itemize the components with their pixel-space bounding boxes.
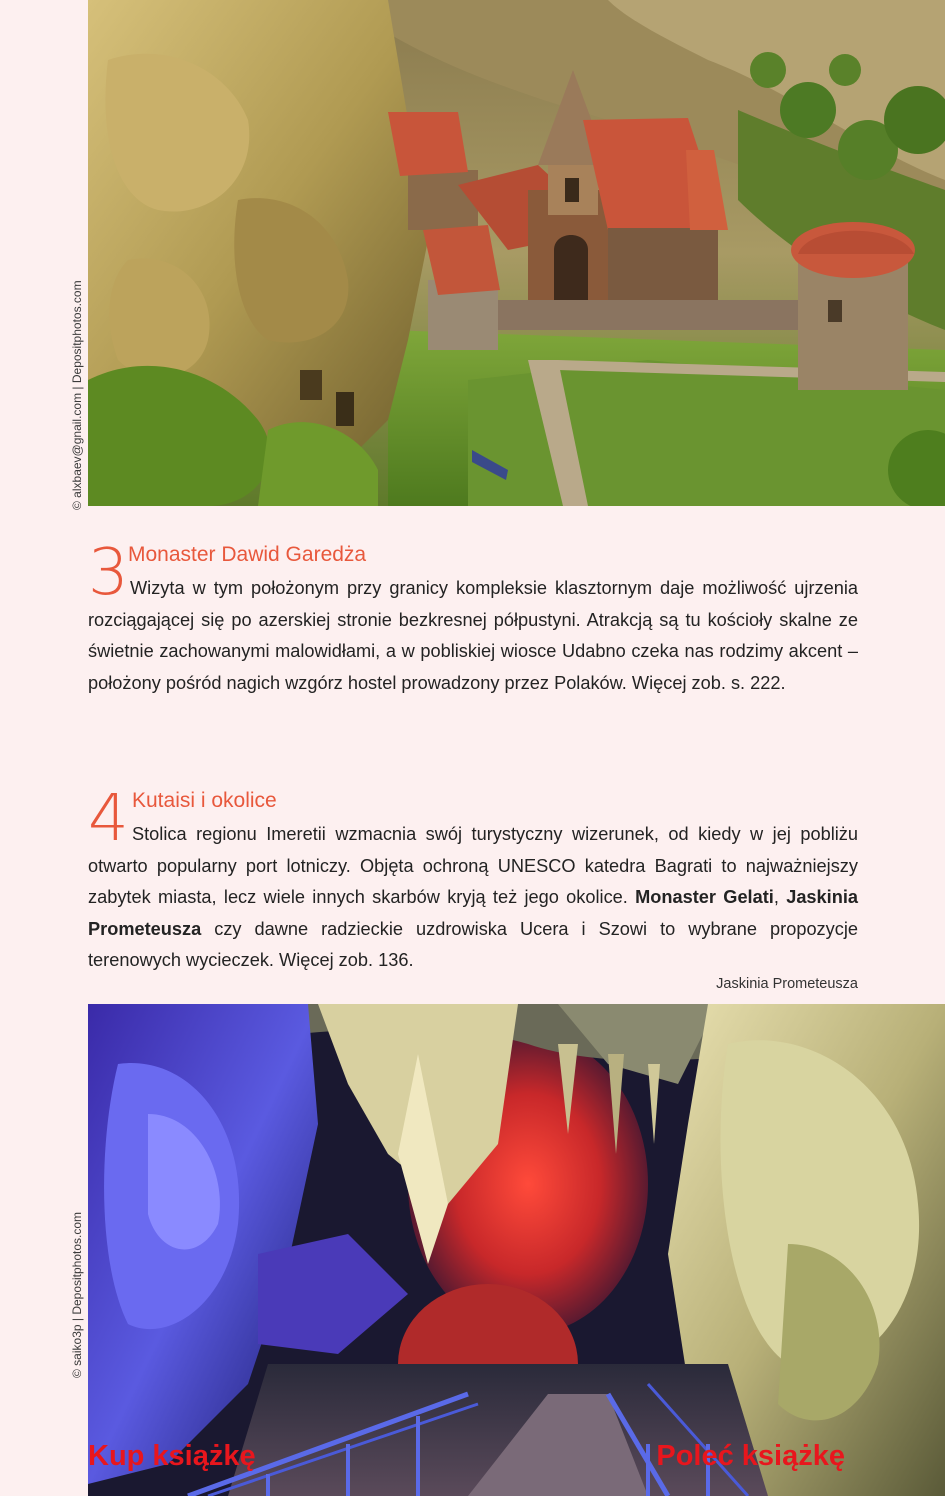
bold-prometheus-cave: Jaskinia Prometeusza xyxy=(88,887,858,939)
section-body: Wizyta w tym położonym przy granicy kompleksie klasztornym daje możliwość ujrzenia rozciągającej się po azerskiej stronie bezkresnej półpustyni. Atrakcją są tu kościoły skalne ze świetnie zachowanymi malowidłami, a w pobliskiej wiosce Udabno czeka nas rodzimy akcent – położony pośród nagich wzgórz hostel prowadzony przez Polaków. Więcej zob. s. 222. xyxy=(88,578,858,693)
cave-illustration xyxy=(88,1004,945,1496)
photo-caption: Jaskinia Prometeusza xyxy=(716,976,858,992)
photo-credit-top: © alxbaev@gnail.com | Depositphotos.com xyxy=(70,280,84,510)
cave-photo xyxy=(88,1004,945,1496)
separator: , xyxy=(773,887,787,907)
photo-credit-bottom: © saiko3p | Depositphotos.com xyxy=(70,1211,84,1378)
monastery-photo xyxy=(88,0,945,506)
section-number: 4 xyxy=(88,782,129,856)
section-title: Monaster Dawid Garedża xyxy=(128,543,367,566)
body-text: Stolica regionu Imeretii wzmacnia swój turystyczny wizerunek, od kiedy w jej pobliżu otwarto popularny port lotniczy. Objęta ochroną UNESCO katedra Bagrati to najważniejszy zabytek miasta, lecz wiele innych skarbów kryją też jego okolice. xyxy=(88,824,858,907)
buy-book-link[interactable]: Kup książkę xyxy=(88,1440,256,1472)
section-title: Kutaisi i okolice xyxy=(132,789,277,812)
monastery-illustration xyxy=(88,0,945,506)
section-body xyxy=(88,819,858,977)
section-number: 3 xyxy=(88,536,129,610)
body-text-end: czy dawne radzieckie uzdrowiska Ucera i Szowi to wybrane propozycje terenowych wycieczek. Więcej zob. 136. xyxy=(88,918,858,970)
bold-gelati: Monaster Gelati xyxy=(635,887,774,907)
recommend-book-link[interactable]: Poleć książkę xyxy=(656,1440,845,1472)
